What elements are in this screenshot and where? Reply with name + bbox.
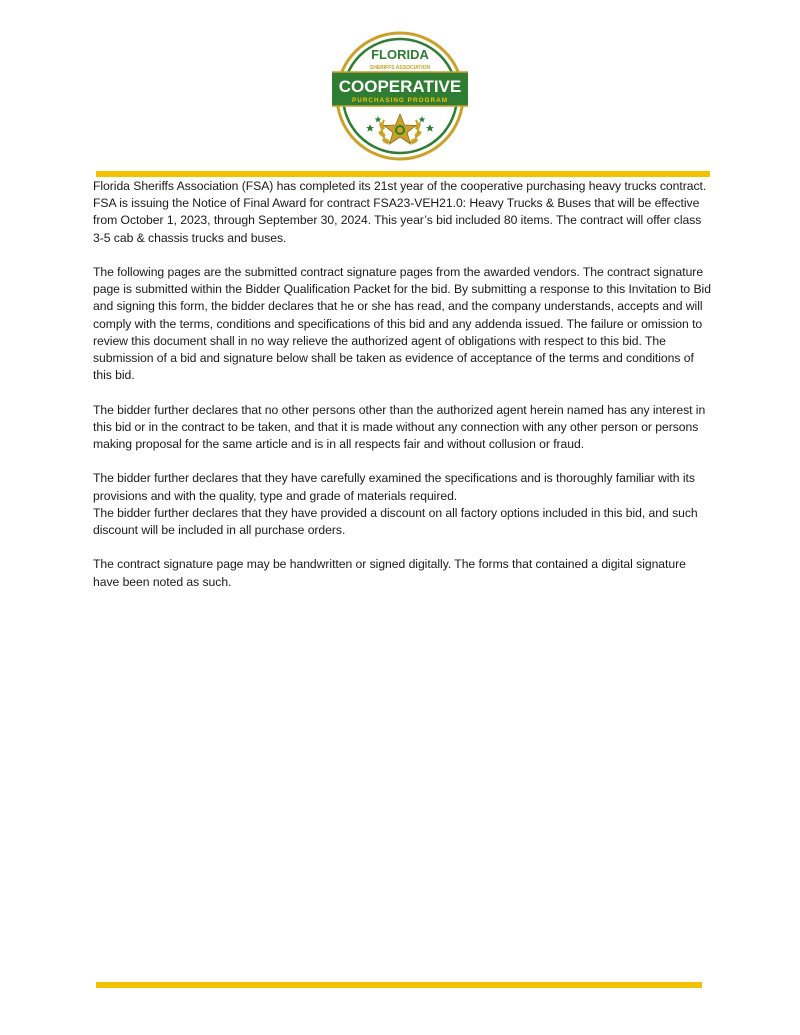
logo-cooperative-text: COOPERATIVE xyxy=(338,77,462,96)
fsa-cooperative-logo xyxy=(332,28,468,164)
bottom-divider xyxy=(96,982,702,988)
logo-association-text: SHERIFFS ASSOCIATION xyxy=(369,65,431,71)
logo-florida-text: FLORIDA xyxy=(371,47,429,62)
document-body xyxy=(93,178,713,608)
logo-purchasing-text: PURCHASING PROGRAM xyxy=(351,97,449,104)
paragraph-intro: Florida Sheriffs Association (FSA) has completed its 21st year of the cooperative purchasing heavy trucks contract. FSA is issuing the Notice of Final Award for contract FSA23-VEH21.0: Heavy Trucks & Buses that will be effective from October 1, 2023, through September 30, 2024. This year’s bid included 80 items. The contract will offer class 3-5 cab & chassis trucks and buses. xyxy=(93,179,707,245)
paragraph-signature-pages: The following pages are the submitted contract signature pages from the awarded vendors. The contract signature page is submitted within the Bidder Qualification Packet for the bid. By submitting a response to this Invitation to Bid and signing this form, the bidder declares that he or she has read, and the company understands, accepts and will comply with the terms, conditions and specifications of this bid and any addenda issued. The failure or omission to review this document shall in no way relieve the authorized agent of obligations with respect to this bid. The submission of a bid and signature below shall be taken as evidence of acceptance of the terms and conditions of this bid. xyxy=(93,265,711,383)
paragraph-specifications: The bidder further declares that they have carefully examined the specifications and is thoroughly familiar with its provisions and with the quality, type and grade of materials required. xyxy=(93,471,695,503)
top-divider xyxy=(96,171,710,177)
paragraph-digital-signature: The contract signature page may be handwritten or signed digitally. The forms that contained a digital signature have been noted as such. xyxy=(93,557,686,589)
paragraph-no-other-persons: The bidder further declares that no other persons other than the authorized agent herein named has any interest in this bid or in the contract to be taken, and that it is made without any connection with any other person or persons making proposal for the same article and is in all respects fair and without collusion or fraud. xyxy=(93,402,706,452)
paragraph-discount: The bidder further declares that they have provided a discount on all factory options included in this bid, and such discount will be included in all purchase orders. xyxy=(93,505,698,538)
